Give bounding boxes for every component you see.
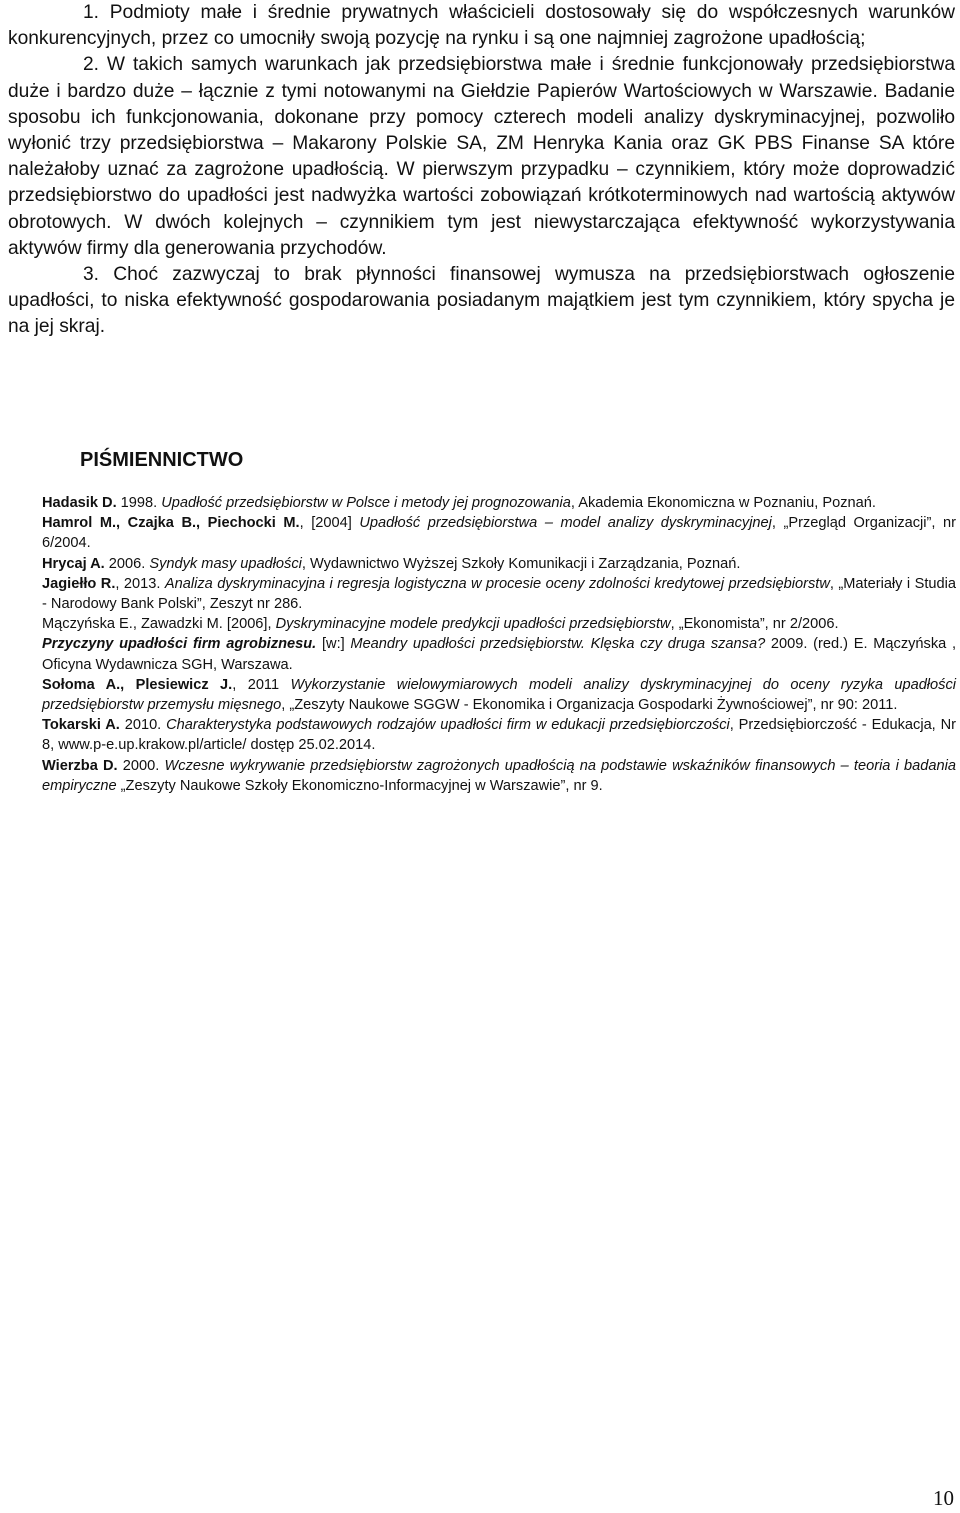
- reference-source: , „Przegląd Organizacji”, nr 6/2004.: [42, 515, 956, 552]
- reference-entry: [42, 715, 956, 755]
- paragraph-2: 2. W takich samych warunkach jak przedsiębiorstwa małe i średnie funkcjonowały przedsiębiorstwa duże i bardzo duże – łącznie z tymi notowanymi na Giełdzie Papierów Wartościowych w Warszawie. Badanie sposobu ich funkcjonowania, dokonane przy pomocy czterech modeli analizy dyskryminacyjnej, pozwoliło wyłonić trzy przedsiębiorstwa – Makarony Polskie SA, ZM Henryka Kania oraz GK PBS Finanse SA które należałoby uznać za zagrożone upadłością. W pierwszym przypadku – czynnikiem, który może doprowadzić przedsiębiorstwo do upadłości jest nadwyżka wartości zobowiązań krótkoterminowych nad wartością aktywów obrotowych. W dwóch kolejnych – czynnikiem tym jest niewystarczająca efektywność wykorzystywania aktywów firmy dla generowania przychodów.: [8, 54, 955, 259]
- reference-author: Przyczyny upadłości firm agrobiznesu.: [42, 636, 317, 653]
- reference-author: Hamrol M., Czajka B., Piechocki M.: [42, 515, 300, 532]
- reference-entry: [42, 675, 956, 715]
- reference-author: Hrycaj A.: [42, 555, 105, 572]
- paragraph-3: 3. Choć zazwyczaj to brak płynności finansowej wymusza na przedsiębiorstwach ogłoszenie upadłości, to niska efektywność gospodarowania posiadanym majątkiem jest tym czynnikiem, który spycha je na jej skraj.: [8, 264, 955, 338]
- reference-entry: [42, 634, 956, 674]
- reference-meta: [w:]: [316, 636, 351, 653]
- reference-meta: 2000.: [117, 757, 165, 774]
- bibliography-heading: PIŚMIENNICTWO: [80, 449, 244, 471]
- reference-author: Tokarski A.: [42, 717, 120, 734]
- reference-list: [42, 493, 956, 796]
- reference-author: Wierzba D.: [42, 757, 118, 774]
- reference-source: , „Materiały i Studia - Narodowy Bank Polski”, Zeszyt nr 286.: [42, 575, 956, 613]
- reference-entry: [42, 574, 956, 614]
- reference-source: , Przedsiębiorczość - Edukacja, Nr 8, www.p-e.up.krakow.pl/article/ dostęp 25.02.2014.: [42, 717, 956, 754]
- reference-entry: [42, 513, 956, 553]
- reference-meta: , 2011: [232, 676, 291, 693]
- reference-meta: 2010.: [119, 717, 167, 734]
- reference-title: Upadłość przedsiębiorstw w Polsce i metody jej prognozowania: [161, 495, 571, 511]
- paragraph-1: 1. Podmioty małe i średnie prywatnych właścicieli dostosowały się do współczesnych warunków konkurencyjnych, przez co umocniły swoją pozycję na rynku i są one najmniej zagrożone upadłością;: [8, 2, 955, 50]
- reference-title: Dyskryminacyjne modele predykcji upadłości przedsiębiorstw: [275, 616, 671, 633]
- reference-title: Meandry upadłości przedsiębiorstw. Klęska czy druga szansa?: [350, 636, 766, 653]
- body-text: [8, 0, 955, 341]
- reference-entry: [42, 614, 956, 634]
- reference-entry: [42, 756, 956, 796]
- reference-source: , „Ekonomista”, nr 2/2006.: [670, 616, 839, 633]
- reference-title: Wykorzystanie wielowymiarowych modeli analizy dyskryminacyjnej do oceny ryzyka upadłości przedsiębiorstw przemysłu mięsnego: [42, 676, 957, 714]
- reference-meta: , [2004]: [299, 515, 360, 532]
- reference-author: Jagiełło R.: [42, 575, 116, 592]
- reference-source: , Wydawnictwo Wyższej Szkoły Komunikacji i Zarządzania, Poznań.: [301, 555, 741, 572]
- reference-entry: [42, 554, 956, 574]
- page-number: 10: [933, 1486, 954, 1510]
- reference-title: Upadłość przedsiębiorstwa – model analizy dyskryminacyjnej: [359, 515, 772, 532]
- reference-title: Syndyk masy upadłości: [149, 555, 302, 572]
- reference-meta: Mączyńska E., Zawadzki M. [2006],: [42, 616, 276, 633]
- reference-author: Hadasik D.: [42, 495, 117, 511]
- reference-source: 2009. (red.) E. Mączyńska , Oficyna Wydawnicza SGH, Warszawa.: [42, 636, 957, 673]
- reference-author: Sołoma A., Plesiewicz J.: [42, 676, 233, 693]
- reference-source: , Akademia Ekonomiczna w Poznaniu, Poznań.: [570, 495, 876, 511]
- reference-title: Charakterystyka podstawowych rodzajów upadłości firm w edukacji przedsiębiorczości: [166, 717, 730, 734]
- reference-source: , „Zeszyty Naukowe SGGW - Ekonomika i Organizacja Gospodarki Żywnościowej”, nr 90: 2011.: [281, 697, 898, 714]
- reference-meta: 1998.: [116, 495, 162, 511]
- reference-meta: 2006.: [104, 555, 150, 572]
- reference-source: „Zeszyty Naukowe Szkoły Ekonomiczno-Informacyjnej w Warszawie”, nr 9.: [116, 777, 603, 794]
- reference-entry: [42, 493, 956, 513]
- reference-title: Analiza dyskryminacyjna i regresja logistyczna w procesie oceny zdolności kredytowej przedsiębiorstw: [164, 575, 830, 592]
- reference-meta: , 2013.: [115, 575, 165, 592]
- reference-title: Wczesne wykrywanie przedsiębiorstw zagrożonych upadłością na podstawie wskaźników finansowych – teoria i badania empiryczne: [42, 757, 956, 794]
